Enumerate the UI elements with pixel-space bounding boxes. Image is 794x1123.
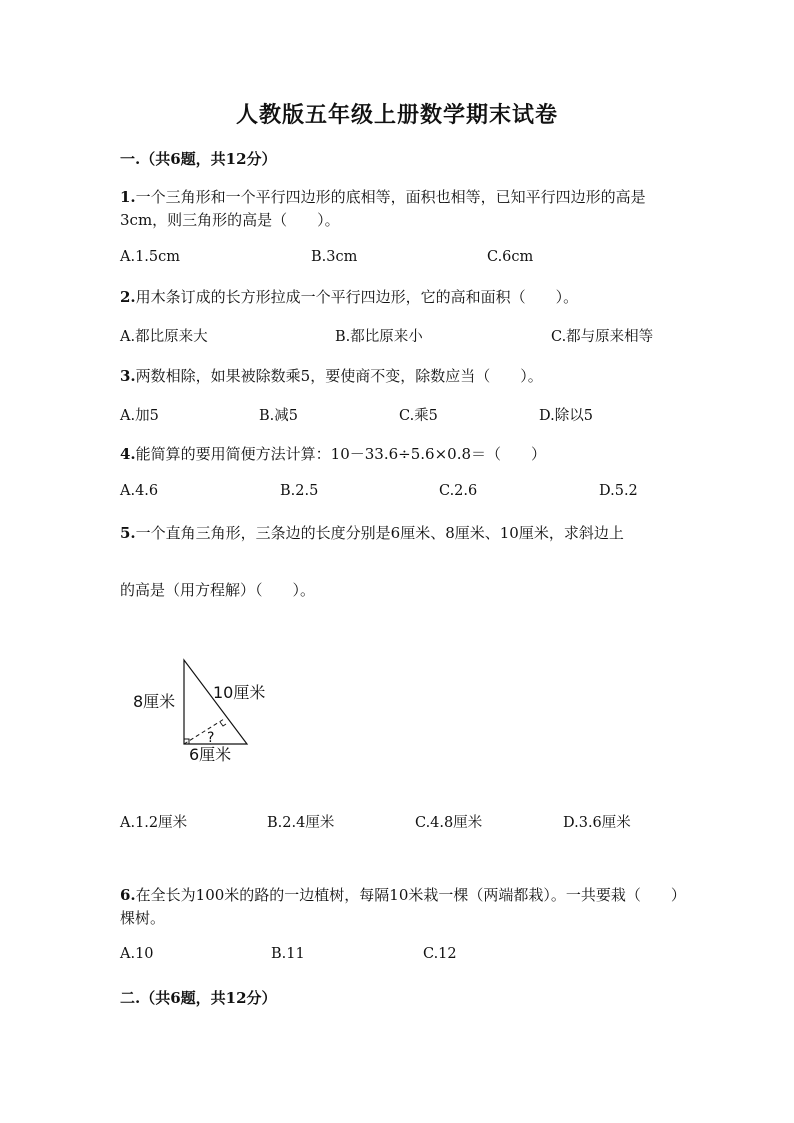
question-6	[120, 884, 680, 930]
question-4	[120, 443, 680, 466]
option-c[interactable]: C.都与原来相等	[551, 329, 654, 345]
option-b[interactable]: B.减5	[259, 408, 298, 424]
triangle-outline	[184, 660, 247, 744]
question-number: 1.	[120, 188, 136, 206]
option-a[interactable]: A.1.2厘米	[120, 815, 188, 831]
option-d[interactable]: D.3.6厘米	[563, 815, 631, 831]
option-a[interactable]: A.1.5cm	[120, 249, 181, 265]
option-b[interactable]: B.2.5	[280, 483, 319, 499]
option-b[interactable]: B.3cm	[311, 249, 358, 265]
question-text: 两数相除，如果被除数乘5，要使商不变，除数应当（ ）。	[135, 367, 543, 385]
question-number: 3.	[120, 367, 136, 385]
bottom-side-label: 6厘米	[189, 745, 232, 764]
question-text: 一个三角形和一个平行四边形的底相等，面积也相等，已知平行四边形的高是3cm，则三角形的高是（ ）。	[120, 188, 646, 229]
option-c[interactable]: C.乘5	[399, 408, 438, 424]
right-triangle-figure	[125, 650, 285, 775]
question-number: 2.	[120, 288, 136, 306]
option-c[interactable]: C.4.8厘米	[415, 815, 483, 831]
height-line	[184, 719, 224, 744]
option-a[interactable]: A.10	[120, 946, 154, 962]
question-text: 用木条订成的长方形拉成一个平行四边形，它的高和面积（ ）。	[135, 288, 579, 306]
question-2	[120, 286, 680, 309]
question-text: 在全长为100米的路的一边植树，每隔10米栽一棵（两端都栽）。一共要栽（ ）棵树。	[120, 886, 679, 927]
option-c[interactable]: C.12	[423, 946, 457, 962]
option-d[interactable]: D.除以5	[539, 408, 593, 424]
question-number: 5.	[120, 524, 136, 542]
question-number: 4.	[120, 445, 136, 463]
section-heading-2: 二.（共6题，共12分）	[120, 989, 277, 1007]
question-3	[120, 365, 680, 388]
option-b[interactable]: B.11	[271, 946, 305, 962]
question-5-continued: 的高是（用方程解）（ ）。	[120, 581, 316, 599]
section-heading-1: 一.（共6题，共12分）	[120, 150, 277, 168]
hypotenuse-label: 10厘米	[213, 683, 266, 702]
option-b[interactable]: B.2.4厘米	[267, 815, 335, 831]
unknown-height-mark: ?	[207, 730, 215, 746]
question-number: 6.	[120, 886, 136, 904]
question-text: 一个直角三角形，三条边的长度分别是6厘米、8厘米、10厘米，求斜边上	[135, 524, 624, 542]
question-5	[120, 522, 680, 545]
perpendicular-mark	[220, 722, 226, 726]
question-1	[120, 186, 680, 232]
option-a[interactable]: A.加5	[120, 408, 159, 424]
page-title: 人教版五年级上册数学期末试卷	[235, 102, 558, 128]
option-c[interactable]: C.6cm	[487, 249, 534, 265]
left-side-label: 8厘米	[133, 692, 176, 711]
option-a[interactable]: A.都比原来大	[120, 329, 208, 345]
question-text: 能简算的要用简便方法计算：10－33.6÷5.6×0.8＝（ ）	[135, 445, 547, 463]
option-c[interactable]: C.2.6	[439, 483, 478, 499]
option-d[interactable]: D.5.2	[599, 483, 638, 499]
option-a[interactable]: A.4.6	[120, 483, 159, 499]
option-b[interactable]: B.都比原来小	[335, 329, 423, 345]
